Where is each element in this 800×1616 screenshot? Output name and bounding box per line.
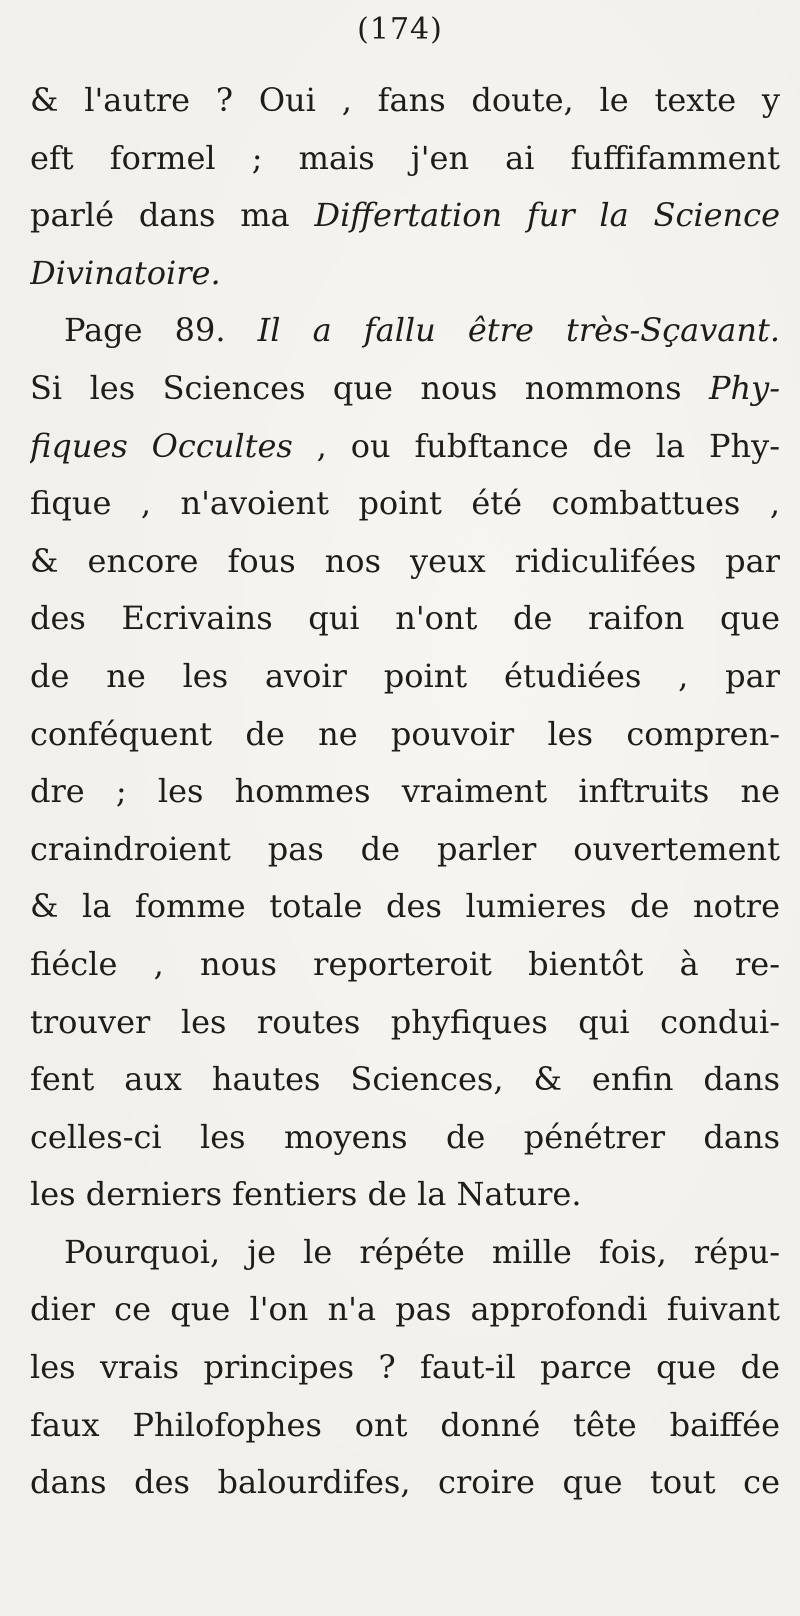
text-line [30, 1281, 780, 1339]
text-line [30, 130, 780, 188]
text-line [30, 821, 780, 879]
body-text [30, 72, 780, 1512]
page-number: (174) [357, 12, 443, 47]
roman-text: , ou fubftance de la Phy- [292, 426, 780, 465]
text-line [30, 763, 780, 821]
roman-text: trouver les routes phyfiques qui condui- [30, 1002, 780, 1041]
italic-text: Il a fallu être très-Sçavant. [257, 311, 780, 350]
roman-text: les vrais principes ? faut-il parce que de [30, 1348, 780, 1387]
roman-text: dre ; les hommes vraiment inftruits ne [30, 772, 780, 811]
text-line [30, 706, 780, 764]
roman-text: & encore fous nos yeux ridiculifées par [30, 541, 780, 580]
text-line [30, 1454, 780, 1512]
roman-text: dans des balourdifes, croire que tout ce [30, 1463, 780, 1502]
text-line [30, 1166, 780, 1224]
italic-text: Differtation fur la Science [314, 196, 780, 235]
text-line [30, 936, 780, 994]
roman-text: Pourquoi, je le répéte mille fois, répu- [64, 1232, 780, 1271]
text-line [30, 72, 780, 130]
roman-text: fiécle , nous reporteroit bientôt à re- [30, 944, 780, 983]
italic-text: fiques Occultes [30, 426, 293, 465]
text-line [30, 648, 780, 706]
text-line [30, 1224, 780, 1282]
roman-text: Page 89. [64, 311, 258, 350]
roman-text: fique , n'avoient point été combattues , [30, 484, 780, 523]
roman-text: Si les Sciences que nous nommons [30, 368, 709, 407]
text-line [30, 245, 780, 303]
text-line [30, 302, 780, 360]
roman-text: fent aux hautes Sciences, & enfin dans [30, 1060, 780, 1099]
roman-text: dier ce que l'on n'a pas approfondi fuivant [30, 1290, 780, 1329]
roman-text: conféquent de ne pouvoir les compren- [30, 714, 780, 753]
roman-text: craindroient pas de parler ouvertement [30, 829, 780, 868]
text-line [30, 1397, 780, 1455]
italic-text: Divinatoire. [30, 253, 221, 292]
text-line [30, 878, 780, 936]
text-line [30, 360, 780, 418]
text-line [30, 1109, 780, 1167]
text-line [30, 418, 780, 476]
roman-text: des Ecrivains qui n'ont de raifon que [30, 599, 780, 638]
roman-text: & la fomme totale des lumieres de notre [30, 887, 780, 926]
roman-text: & l'autre ? Oui , fans doute, le texte y [30, 81, 780, 119]
text-line [30, 1339, 780, 1397]
text-line [30, 187, 780, 245]
text-line [30, 994, 780, 1052]
text-line [30, 475, 780, 533]
roman-text: faux Philofophes ont donné tête baiffée [30, 1405, 780, 1444]
roman-text: les derniers fentiers de la Nature. [30, 1175, 582, 1214]
roman-text: de ne les avoir point étudiées , par [30, 656, 780, 695]
italic-text: Phy- [708, 368, 780, 407]
roman-text: celles-ci les moyens de pénétrer dans [30, 1117, 780, 1156]
roman-text: eft formel ; mais j'en ai fuffifamment [30, 138, 780, 177]
roman-text: parlé dans ma [30, 196, 315, 235]
text-line [30, 590, 780, 648]
text-line [30, 1051, 780, 1109]
text-line [30, 533, 780, 591]
